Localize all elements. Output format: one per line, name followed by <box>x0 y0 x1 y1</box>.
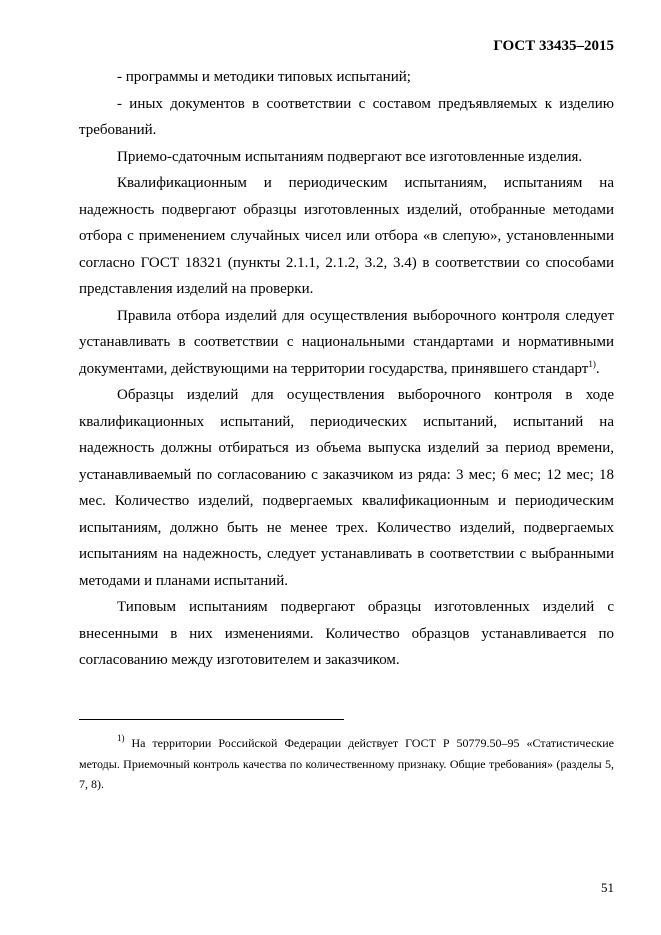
paragraph-sample-selection: Образцы изделий для осуществления выборочного контроля в ходе квалификационных испытаний, периодических испытаний, испытаний на надежность должны отбираться из объема выпуска изделий за период времени, устанавливаемый по согласованию с заказчиком из ряда: 3 мес; 6 мес; 12 мес; 18 мес. Количество изделий, подвергаемых квалификационным и периодическим испытаниям, должно быть не менее трех. Количество изделий, подвергаемых испытаниям на надежность, следует устанавливать в соответствии с выбранными методами и планами испытаний. <box>79 387 614 589</box>
footnote <box>79 733 614 795</box>
paragraph-qualification-tests: Квалификационным и периодическим испытаниям, испытаниям на надежность подвергают образцы изготовленных изделий, отобранные методами отбора с применением случайных чисел или отбора «в слепую», установленными согласно ГОСТ 18321 (пункты 2.1.1, 2.1.2, 3.2, 3.4) в соответствии со способами представления изделий на проверки. <box>79 175 614 297</box>
selection-rules-text: Правила отбора изделий для осуществления выборочного контроля следует устанавливать в соответствии с национальными стандартами и нормативными документами, действующими на территории государства, принявшего стандарт <box>79 307 614 377</box>
body-text <box>79 64 614 674</box>
list-item-programs: - программы и методики типовых испытаний; <box>117 69 411 85</box>
footnote-divider <box>79 719 344 720</box>
footnote-mark: 1) <box>117 733 125 743</box>
footnote-text: На территории Российской Федерации действует ГОСТ Р 50779.50–95 «Статистические методы. Приемочный контроль качества по количественному признаку. Общие требования» (разделы 5, 7, 8). <box>79 736 614 791</box>
paragraph-type-tests: Типовым испытаниям подвергают образцы изготовленных изделий с внесенными в них изменениями. Количество образцов устанавливается по согласованию между изготовителем и заказчиком. <box>79 599 614 668</box>
list-item-documents: - иных документов в соответствии с составом предъявляемых к изделию требований. <box>79 95 614 138</box>
paragraph-selection-rules <box>79 303 614 383</box>
page-number: 51 <box>601 880 614 895</box>
document-header: ГОСТ 33435–2015 <box>493 38 614 54</box>
selection-rules-end: . <box>595 360 600 377</box>
paragraph-acceptance-tests: Приемо-сдаточным испытаниям подвергают все изготовленные изделия. <box>117 148 583 165</box>
footnote-reference[interactable]: 1) <box>588 358 596 369</box>
footnote-text-block <box>79 733 614 795</box>
